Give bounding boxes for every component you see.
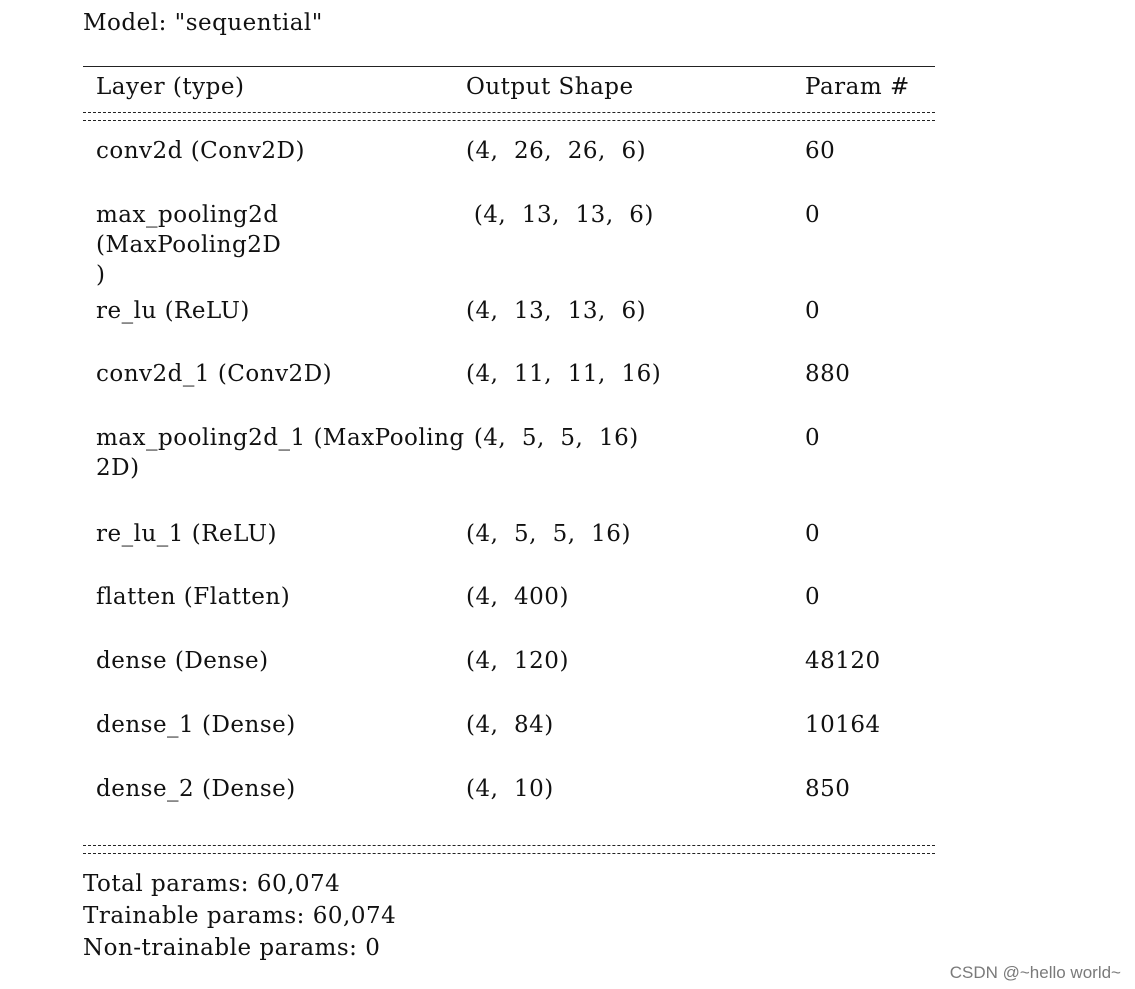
layer-shape: (4, 400) bbox=[466, 584, 569, 610]
layer-param: 10164 bbox=[805, 712, 881, 738]
layer-name: dense (Dense) bbox=[96, 648, 269, 674]
layer-shape: (4, 120) bbox=[466, 648, 569, 674]
layer-name: re_lu_1 (ReLU) bbox=[96, 521, 277, 547]
layer-name: flatten (Flatten) bbox=[96, 584, 291, 610]
layer-name: re_lu (ReLU) bbox=[96, 298, 250, 324]
header-param: Param # bbox=[805, 74, 910, 100]
layer-param: 0 bbox=[805, 298, 821, 324]
layer-param: 0 bbox=[805, 202, 821, 228]
layer-name: conv2d_1 (Conv2D) bbox=[96, 361, 333, 387]
layer-shape: (4, 11, 11, 16) bbox=[466, 361, 662, 387]
layer-param: 0 bbox=[805, 584, 821, 610]
non-trainable-params: Non-trainable params: 0 bbox=[83, 935, 381, 961]
layer-shape: (4, 13, 13, 6) bbox=[466, 202, 654, 228]
layer-param: 880 bbox=[805, 361, 851, 387]
header-layer-type: Layer (type) bbox=[96, 74, 245, 100]
layer-shape: (4, 5, 5, 16) bbox=[466, 521, 631, 547]
trainable-params: Trainable params: 60,074 bbox=[83, 903, 397, 929]
model-title: Model: "sequential" bbox=[83, 10, 323, 36]
top-rule bbox=[83, 66, 935, 67]
params-summary bbox=[83, 868, 396, 964]
header-output-shape: Output Shape bbox=[466, 74, 634, 100]
layer-name: max_pooling2d_1 (MaxPooling 2D) bbox=[96, 425, 465, 481]
footer-separator bbox=[83, 845, 935, 854]
watermark: CSDN @~hello world~ bbox=[949, 963, 1121, 982]
layer-param: 0 bbox=[805, 425, 821, 451]
layer-param: 48120 bbox=[805, 648, 881, 674]
total-params: Total params: 60,074 bbox=[83, 871, 341, 897]
layer-shape: (4, 26, 26, 6) bbox=[466, 138, 647, 164]
header-separator bbox=[83, 112, 935, 121]
layer-name: conv2d (Conv2D) bbox=[96, 138, 305, 164]
layer-param: 0 bbox=[805, 521, 821, 547]
layer-shape: (4, 5, 5, 16) bbox=[466, 425, 639, 451]
layer-name: dense_2 (Dense) bbox=[96, 776, 296, 802]
layer-name: max_pooling2d (MaxPooling2D ) bbox=[96, 202, 282, 288]
layer-param: 850 bbox=[805, 776, 851, 802]
layer-shape: (4, 84) bbox=[466, 712, 554, 738]
layer-shape: (4, 10) bbox=[466, 776, 554, 802]
layer-name: dense_1 (Dense) bbox=[96, 712, 296, 738]
layer-param: 60 bbox=[805, 138, 836, 164]
layer-shape: (4, 13, 13, 6) bbox=[466, 298, 647, 324]
